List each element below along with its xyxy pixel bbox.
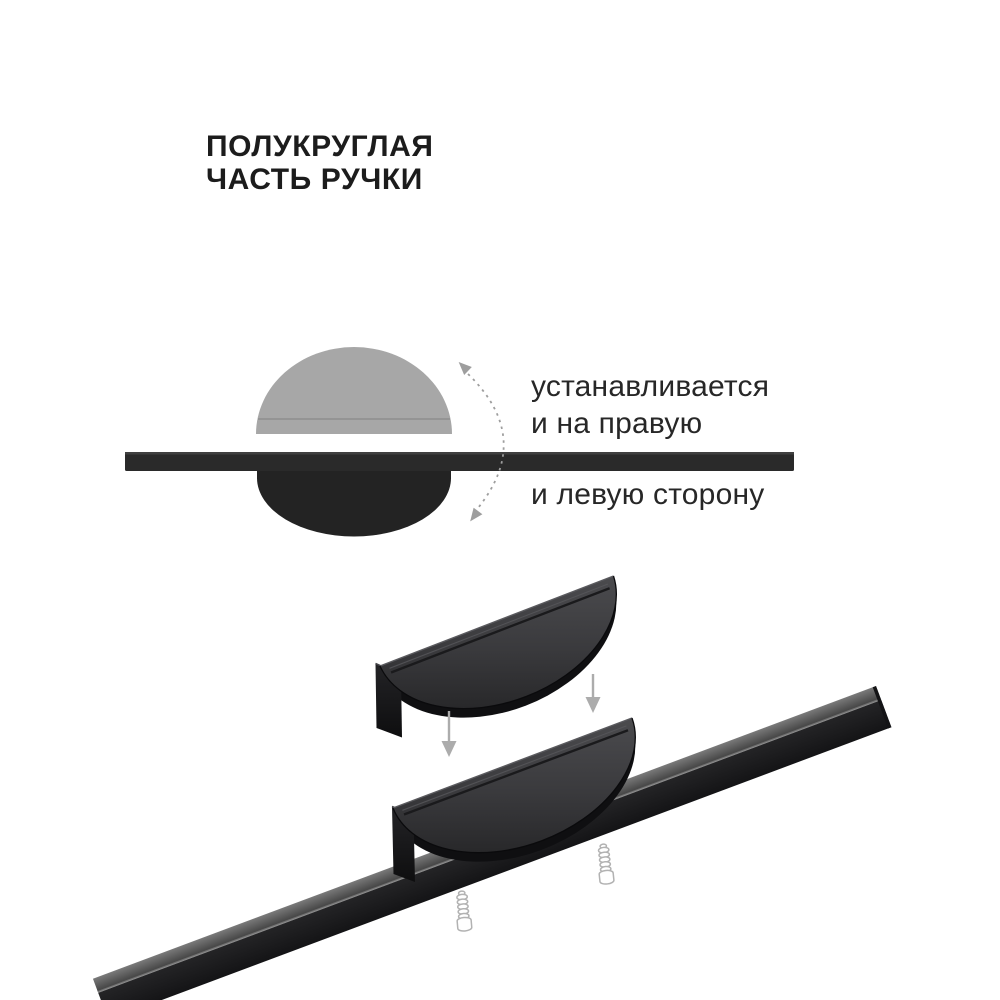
handle-position-up [256,347,452,434]
page-title-line-2: ЧАСТЬ РУЧКИ [206,163,423,196]
arrow-head-down-icon [466,508,483,525]
rotation-diagram [125,347,794,536]
page-title-line-1: ПОЛУКРУГЛАЯ [206,130,434,163]
rotation-arc-icon [455,358,504,525]
handle-half-detached [376,576,617,738]
cabinet-edge-bar [125,452,794,471]
screw-icon [596,843,614,884]
down-arrow-icon [586,674,601,713]
product-render [93,576,891,1000]
screw-icon [455,890,472,931]
annotation-line-2: и на правую [531,407,703,440]
handle-position-down [257,467,451,536]
down-arrow-icon [442,711,457,757]
arrow-head-up-icon [455,358,472,375]
annotation-line-3: и левую сторону [531,478,765,511]
annotation-line-1: устанавливается [531,370,770,403]
